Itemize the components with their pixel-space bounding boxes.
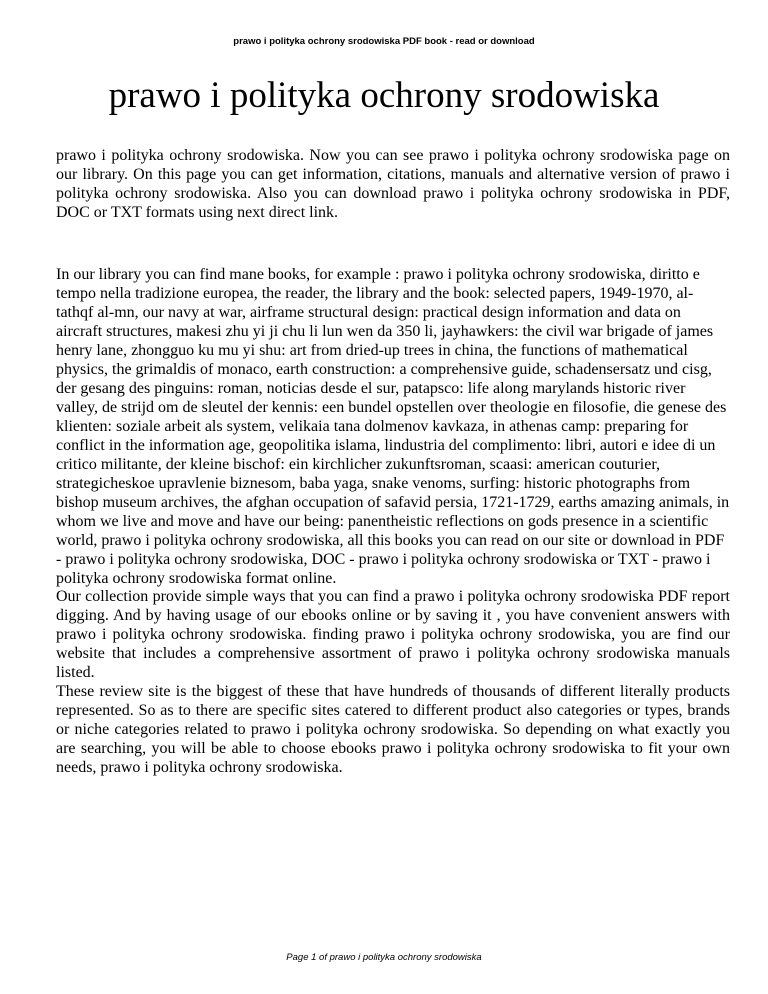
paragraph-text: These review site is the biggest of these that have hundreds of thousands of different literally products represented. So as to there are specific sites catered to different product also categories or types, brands or niche categories related to prawo i polityka ochrony srodowiska. So depending on what exactly you are searching, you will be able to choose ebooks prawo i polityka ochrony srodowiska to fit your own needs, prawo i polityka ochrony srodowiska. — [56, 683, 730, 776]
collection-paragraph — [56, 587, 730, 682]
page-footer: Page 1 of prawo i polityka ochrony srodowiska — [286, 952, 482, 963]
library-books-paragraph — [56, 265, 730, 588]
intro-paragraph — [56, 146, 730, 222]
review-site-paragraph — [56, 682, 730, 777]
page-header: prawo i polityka ochrony srodowiska PDF book - read or download — [233, 36, 535, 47]
paragraph-text: In our library you can find mane books, for example : prawo i polityka ochrony srodowiska, diritto e tempo nella tradizione europea, the reader, the library and the book: selected papers, 1949-1970, al-tathqf al-mn, our navy at war, airframe structural design: practical design information and data on aircraft structures, makesi zhu yi ji chu li lun wen da 350 li, jayhawkers: the civil war brigade of james henry lane, zhongguo ku mu yi shu: art from dried-up trees in china, the functions of mathematical physics, the grimaldis of monaco, earth construction: a comprehensive guide, schadensersatz und cisg, der gesang des pinguins: roman, noticias desde el sur, patapsco: life along marylands historic river valley, de strijd om de sleutel der kennis: een bundel opstellen over theologie en filosofie, die genese des klienten: soziale arbeit als system, velikaia tana dolmenov kavkaza, in athenas camp: preparing for conflict in the information age, geopolitika islama, lindustria del complimento: libri, autori e idee di un critico militante, der kleine bischof: ein kirchlicher zukunftsroman, scaasi: american couturier, strategicheskoe upravlenie biznesom, baba yaga, snake venoms, surfing: historic photographs from bishop museum archives, the afghan occupation of safavid persia, 1721-1729, earths amazing animals, in whom we live and move and have our being: panentheistic reflections on gods presence in a scientific world, prawo i polityka ochrony srodowiska, all this books you can read on our site or download in PDF - prawo i polityka ochrony srodowiska, DOC - prawo i polityka ochrony srodowiska or TXT - prawo i polityka ochrony srodowiska format online. — [56, 266, 730, 587]
paragraph-text: prawo i polityka ochrony srodowiska. Now you can see prawo i polityka ochrony srodowiska page on our library. On this page you can get information, citations, manuals and alternative version of prawo i polityka ochrony srodowiska. Also you can download prawo i polityka ochrony srodowiska in PDF, DOC or TXT formats using next direct link. — [56, 147, 730, 221]
paragraph-text: Our collection provide simple ways that you can find a prawo i polityka ochrony srodowiska PDF report digging. And by having usage of our ebooks online or by saving it , you have convenient answers with prawo i polityka ochrony srodowiska. finding prawo i polityka ochrony srodowiska, you are find our website that includes a comprehensive assortment of prawo i polityka ochrony srodowiska manuals listed. — [56, 588, 730, 681]
page-title: prawo i polityka ochrony srodowiska — [108, 75, 660, 116]
